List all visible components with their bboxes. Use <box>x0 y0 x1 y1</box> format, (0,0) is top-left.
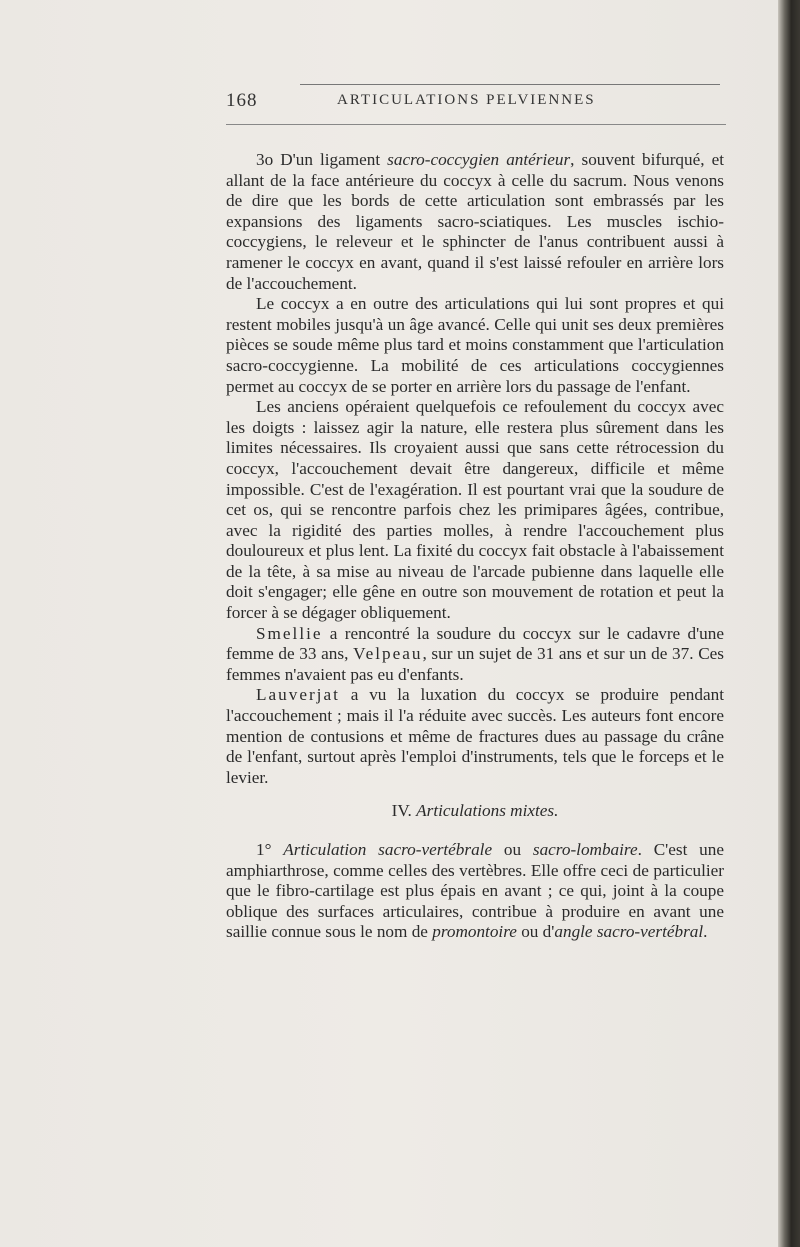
p4-text-1: a rencontré la soudure du coccyx sur le cadavre d'une femme de 33 ans, <box>226 623 724 664</box>
term-promontoire: promontoire <box>432 922 517 942</box>
p6-or-1: ou <box>492 840 533 859</box>
p4-text-2: , sur un sujet de 31 ans et sur un de 37. Ces femmes n'avaient pas eu d'enfants. <box>226 644 724 684</box>
section-title: Articulations mixtes. <box>416 801 559 821</box>
p5-text: a vu la luxation du coccyx se produire pendant l'accouchement ; mais il l'a réduite avec succès. Les auteurs font encore mention de contusions et même de fractures dues au passage du crâne de l'enfant, surtout après l'emploi d'instruments, tels que le forceps et le levier. <box>226 685 724 787</box>
paragraph-1 <box>226 150 724 294</box>
p1-term: sacro-coccygien antérieur <box>387 150 571 169</box>
running-title: ARTICULATIONS PELVIENNES <box>337 92 596 108</box>
p6-text: . C'est une amphiarthrose, comme celles des vertèbres. Elle offre ceci de particulier que le fibro-cartilage est plus épais en avant ; ce qui, joint à la coupe oblique des surfaces articulaires, contribue à produire en avant une saillie connue sous le nom de <box>226 840 724 942</box>
paragraph-4 <box>226 624 724 686</box>
p6-title: Articulation sacro-vertébrale <box>283 840 493 859</box>
section-number: IV. <box>391 801 417 821</box>
paragraph-5 <box>226 685 724 788</box>
paragraph-3: Les anciens opéraient quelquefois ce refoulement du coccyx avec les doigts : laissez agir la nature, elle restera plus sûrement dans les limites nécessaires. Ils croyaient aussi que sans cette rétrocession du coccyx, l'accouchement devait être dangereux, difficile et même impossible. C'est de l'exagération. Il est pourtant vrai que la soudure de cet os, qui se rencontre parfois chez les primipares âgées, contribue, avec la rigidité des parties molles, à rendre l'accouchement plus douloureux et plus lent. La fixité du coccyx fait obstacle à l'abaissement de la tête, à sa mise au niveau de l'arcade pubienne dans laquelle elle doit s'engager; elle gêne en outre son mouvement de rotation et peut la forcer à se dégager obliquement. <box>226 397 724 623</box>
top-rule <box>300 84 720 85</box>
author-lauverjat: Lauverjat <box>256 685 340 705</box>
term-angle: angle sacro-vertébral <box>554 922 704 942</box>
p1-rest: , souvent bifurqué, et allant de la face antérieure du coccyx à celle du sacrum. Nous venons de dire que les bords de cette articulation sont embrassés par les expansions des ligaments sacro-sciatiques. Les muscles ischio-coccygiens, le releveur et le sphincter de l'anus contribuent aussi à ramener le coccyx en avant, quand il s'est laissé refouler en arrière lors de l'accouchement. <box>226 150 724 293</box>
p6-alt-title: sacro-lombaire <box>532 840 638 859</box>
p1-lead: 3o D'un ligament <box>256 150 388 169</box>
p6-or-2: ou d' <box>516 922 555 942</box>
body-text <box>226 150 724 943</box>
page-header <box>0 90 780 120</box>
author-velpeau: Velpeau <box>353 644 423 664</box>
section-heading <box>226 801 724 822</box>
page-number: 168 <box>226 90 258 111</box>
header-rule <box>226 124 726 125</box>
author-smellie: Smellie <box>256 623 323 643</box>
paragraph-6 <box>226 840 724 943</box>
paragraph-2: Le coccyx a en outre des articulations qui lui sont propres et qui restent mobiles jusqu'à un âge avancé. Celle qui unit ses deux premières pièces se soude même plus tard et moins constamment que l'articulation sacro-coccygienne. La mobilité de ces articulations coccygiennes permet au coccyx de se porter en arrière lors du passage de l'enfant. <box>226 294 724 396</box>
p6-end: . <box>703 922 708 942</box>
page-edge <box>778 0 800 1247</box>
p6-number: 1° <box>256 840 284 859</box>
